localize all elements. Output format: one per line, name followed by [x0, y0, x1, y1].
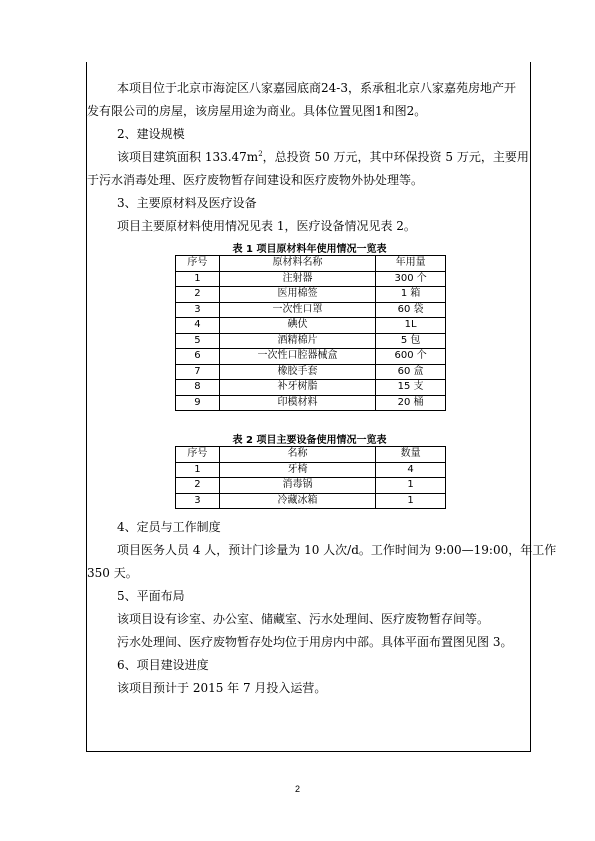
section-6-heading: 6、项目建设进度 [117, 658, 209, 672]
table-row [176, 395, 446, 411]
table-cell: 7 [176, 364, 220, 380]
table-cell: 医用棉签 [219, 287, 375, 303]
section-5-heading: 5、平面布局 [117, 589, 185, 603]
table-cell: 橡胶手套 [219, 364, 375, 380]
section-3-text: 项目主要原材料使用情况见表 1，医疗设备情况见表 2。 [117, 219, 416, 233]
section-2-heading: 2、建设规模 [117, 127, 185, 141]
table-header-cell: 序号 [176, 447, 220, 463]
table-cell: 1 [176, 271, 220, 287]
table-row [176, 462, 446, 478]
table-header-cell: 名称 [219, 447, 375, 463]
section-4-line-1: 项目医务人员 4 人，预计门诊量为 10 人次/d。工作时间为 9:00—19:00，年工作 [117, 543, 557, 557]
table-header-cell: 年用量 [376, 256, 446, 272]
table-row [176, 287, 446, 303]
table-cell: 60 盒 [376, 364, 446, 380]
table-cell: 600 个 [376, 349, 446, 365]
table-cell: 60 袋 [376, 302, 446, 318]
table-cell: 5 包 [376, 333, 446, 349]
page-number: 2 [294, 784, 300, 794]
table-cell: 酒精棉片 [219, 333, 375, 349]
content-frame [86, 62, 557, 752]
section-2-line-2: 于污水消毒处理、医疗废物暂存间建设和医疗废物外协处理等。 [87, 173, 424, 187]
section-6-text: 该项目预计于 2015 年 7 月投入运营。 [117, 681, 327, 695]
table-cell: 1L [376, 318, 446, 334]
section-5-line-2: 污水处理间、医疗废物暂存处均位于用房内中部。具体平面布置图见图 3。 [117, 635, 513, 649]
table-row [176, 318, 446, 334]
table-header-row [176, 447, 446, 463]
table-cell: 1 [376, 478, 446, 494]
table-row [176, 271, 446, 287]
table-row [176, 349, 446, 365]
table-header-cell: 原材料名称 [219, 256, 375, 272]
section-4-line-2: 350 天。 [87, 566, 138, 580]
table-cell: 1 [176, 462, 220, 478]
table-row [176, 333, 446, 349]
table-cell: 3 [176, 302, 220, 318]
table-cell: 消毒锅 [219, 478, 375, 494]
table-row [176, 364, 446, 380]
area-unit-superscript: 2 [258, 150, 263, 158]
table-header-cell: 数量 [376, 447, 446, 463]
table-row [176, 302, 446, 318]
table-row [176, 478, 446, 494]
section-2-line-1-post: ，总投资 50 万元，其中环保投资 5 万元，主要用 [262, 150, 529, 164]
table-cell: 5 [176, 333, 220, 349]
table-cell: 2 [176, 287, 220, 303]
section-2-line-1-pre: 该项目建筑面积 133.47m [117, 150, 259, 164]
table-cell: 20 桶 [376, 395, 446, 411]
table-cell: 6 [176, 349, 220, 365]
table-cell: 300 个 [376, 271, 446, 287]
table-cell: 冷藏冰箱 [219, 493, 375, 509]
table-header-cell: 序号 [176, 256, 220, 272]
table-cell: 2 [176, 478, 220, 494]
table-cell: 1 [376, 493, 446, 509]
intro-line-1: 本项目位于北京市海淀区八家嘉园底商24-3，系承租北京八家嘉苑房地产开 [117, 81, 516, 95]
table-cell: 4 [176, 318, 220, 334]
table-cell: 4 [376, 462, 446, 478]
table-cell: 印模材料 [219, 395, 375, 411]
table-cell: 注射器 [219, 271, 375, 287]
table-cell: 1 箱 [376, 287, 446, 303]
table-cell: 碘伏 [219, 318, 375, 334]
section-4-heading: 4、定员与工作制度 [117, 520, 221, 534]
table-cell: 9 [176, 395, 220, 411]
table-cell: 牙椅 [219, 462, 375, 478]
table-1 [175, 255, 446, 411]
table-cell: 补牙树脂 [219, 380, 375, 396]
table-1-caption: 表 1 项目原材料年使用情况一览表 [232, 244, 387, 255]
table-2-caption: 表 2 项目主要设备使用情况一览表 [232, 435, 387, 446]
table-2 [175, 446, 446, 509]
table-cell: 一次性口罩 [219, 302, 375, 318]
table-cell: 15 支 [376, 380, 446, 396]
table-header-row [176, 256, 446, 272]
table-row [176, 380, 446, 396]
table-cell: 8 [176, 380, 220, 396]
table-cell: 3 [176, 493, 220, 509]
intro-line-2: 发有限公司的房屋，该房屋用途为商业。具体位置见图1和图2。 [87, 104, 427, 118]
section-5-line-1: 该项目设有诊室、办公室、储藏室、污水处理间、医疗废物暂存间等。 [117, 612, 490, 626]
table-row [176, 493, 446, 509]
section-3-heading: 3、主要原材料及医疗设备 [117, 196, 257, 210]
table-cell: 一次性口腔器械盒 [219, 349, 375, 365]
section-2-line-1 [117, 149, 529, 165]
